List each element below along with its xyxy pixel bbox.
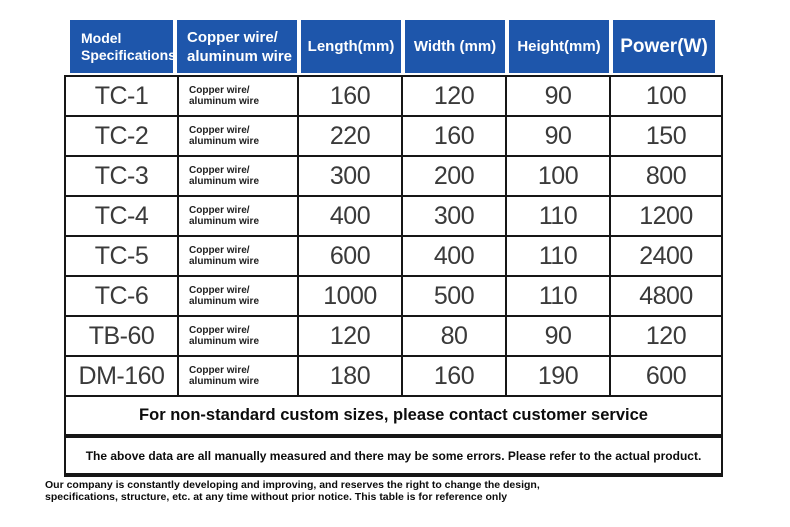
company-note xyxy=(45,480,725,503)
column-header-label: Height(mm) xyxy=(517,37,601,55)
wire-cell xyxy=(178,276,298,316)
power-cell: 120 xyxy=(610,316,722,356)
wire-line: aluminum wire xyxy=(189,336,260,347)
power-cell: 150 xyxy=(610,116,722,156)
column-header-label: Copper wire/ xyxy=(187,28,278,46)
width-cell: 300 xyxy=(402,196,506,236)
model-cell: TC-2 xyxy=(65,116,178,156)
custom-size-notice: For non-standard custom sizes, please contact customer service xyxy=(65,396,722,436)
height-cell: 110 xyxy=(506,236,610,276)
wire-cell xyxy=(178,316,298,356)
height-cell: 90 xyxy=(506,76,610,116)
wire-line: Copper wire/ xyxy=(189,324,250,336)
power-cell: 100 xyxy=(610,76,722,116)
width-cell: 160 xyxy=(402,356,506,396)
wire-line: aluminum wire xyxy=(189,296,260,307)
width-cell: 80 xyxy=(402,316,506,356)
table-row xyxy=(65,276,722,316)
table-row xyxy=(65,236,722,276)
wire-line: aluminum wire xyxy=(189,176,260,187)
wire-line: Copper wire/ xyxy=(189,284,250,296)
wire-line: aluminum wire xyxy=(189,256,260,267)
table-row xyxy=(65,116,722,156)
length-cell: 300 xyxy=(298,156,402,196)
column-header-label: Model xyxy=(81,29,122,46)
column-header-label: aluminum wire xyxy=(187,47,293,65)
power-cell: 600 xyxy=(610,356,722,396)
table-row xyxy=(65,196,722,236)
wire-line: aluminum wire xyxy=(189,216,260,227)
wire-line: Copper wire/ xyxy=(189,364,250,376)
wire-line: Copper wire/ xyxy=(189,164,250,176)
model-cell: TC-6 xyxy=(65,276,178,316)
wire-line: aluminum wire xyxy=(189,376,260,387)
height-cell: 90 xyxy=(506,116,610,156)
height-cell: 190 xyxy=(506,356,610,396)
company-note-line1: Our company is constantly developing and improving, and reserves the right to change the design, xyxy=(45,479,540,491)
model-cell: TC-3 xyxy=(65,156,178,196)
column-header-model xyxy=(70,20,176,73)
height-cell: 110 xyxy=(506,276,610,316)
wire-line: aluminum wire xyxy=(189,136,260,147)
model-cell: DM-160 xyxy=(65,356,178,396)
column-header-wire xyxy=(177,20,297,73)
wire-cell xyxy=(178,116,298,156)
table-row xyxy=(65,316,722,356)
wire-line: Copper wire/ xyxy=(189,204,250,216)
length-cell: 160 xyxy=(298,76,402,116)
custom-size-notice-row xyxy=(65,396,722,436)
wire-cell xyxy=(178,196,298,236)
column-header-label: Specifications xyxy=(81,46,176,63)
company-note-line2: specifications, structure, etc. at any time without prior notice. This table is for reference only xyxy=(45,490,508,503)
wire-line: Copper wire/ xyxy=(189,84,250,96)
table-row xyxy=(65,356,722,396)
height-cell: 110 xyxy=(506,196,610,236)
wire-line: aluminum wire xyxy=(189,96,260,107)
power-cell: 2400 xyxy=(610,236,722,276)
power-cell: 4800 xyxy=(610,276,722,316)
model-cell: TC-1 xyxy=(65,76,178,116)
length-cell: 600 xyxy=(298,236,402,276)
column-header-height xyxy=(509,20,609,73)
length-cell: 220 xyxy=(298,116,402,156)
measurement-disclaimer: The above data are all manually measured and there may be some errors. Please refer to the actual product. xyxy=(65,436,722,475)
wire-line: Copper wire/ xyxy=(189,244,250,256)
width-cell: 400 xyxy=(402,236,506,276)
width-cell: 200 xyxy=(402,156,506,196)
wire-cell xyxy=(178,76,298,116)
length-cell: 400 xyxy=(298,196,402,236)
wire-cell xyxy=(178,156,298,196)
length-cell: 1000 xyxy=(298,276,402,316)
wire-cell xyxy=(178,356,298,396)
column-header-label: Power(W) xyxy=(620,35,708,57)
table-row xyxy=(65,156,722,196)
spec-table xyxy=(64,75,723,477)
height-cell: 100 xyxy=(506,156,610,196)
wire-cell xyxy=(178,236,298,276)
length-cell: 120 xyxy=(298,316,402,356)
length-cell: 180 xyxy=(298,356,402,396)
column-header-label: Length(mm) xyxy=(307,37,395,55)
power-cell: 1200 xyxy=(610,196,722,236)
table-header-row xyxy=(70,20,715,73)
height-cell: 90 xyxy=(506,316,610,356)
width-cell: 160 xyxy=(402,116,506,156)
wire-line: Copper wire/ xyxy=(189,124,250,136)
width-cell: 120 xyxy=(402,76,506,116)
width-cell: 500 xyxy=(402,276,506,316)
model-cell: TC-5 xyxy=(65,236,178,276)
table-row xyxy=(65,76,722,116)
power-cell: 800 xyxy=(610,156,722,196)
column-header-width xyxy=(405,20,505,73)
model-cell: TC-4 xyxy=(65,196,178,236)
column-header-label: Width (mm) xyxy=(413,37,497,55)
model-cell: TB-60 xyxy=(65,316,178,356)
column-header-power xyxy=(613,20,715,73)
column-header-length xyxy=(301,20,401,73)
measurement-disclaimer-row xyxy=(65,436,722,475)
